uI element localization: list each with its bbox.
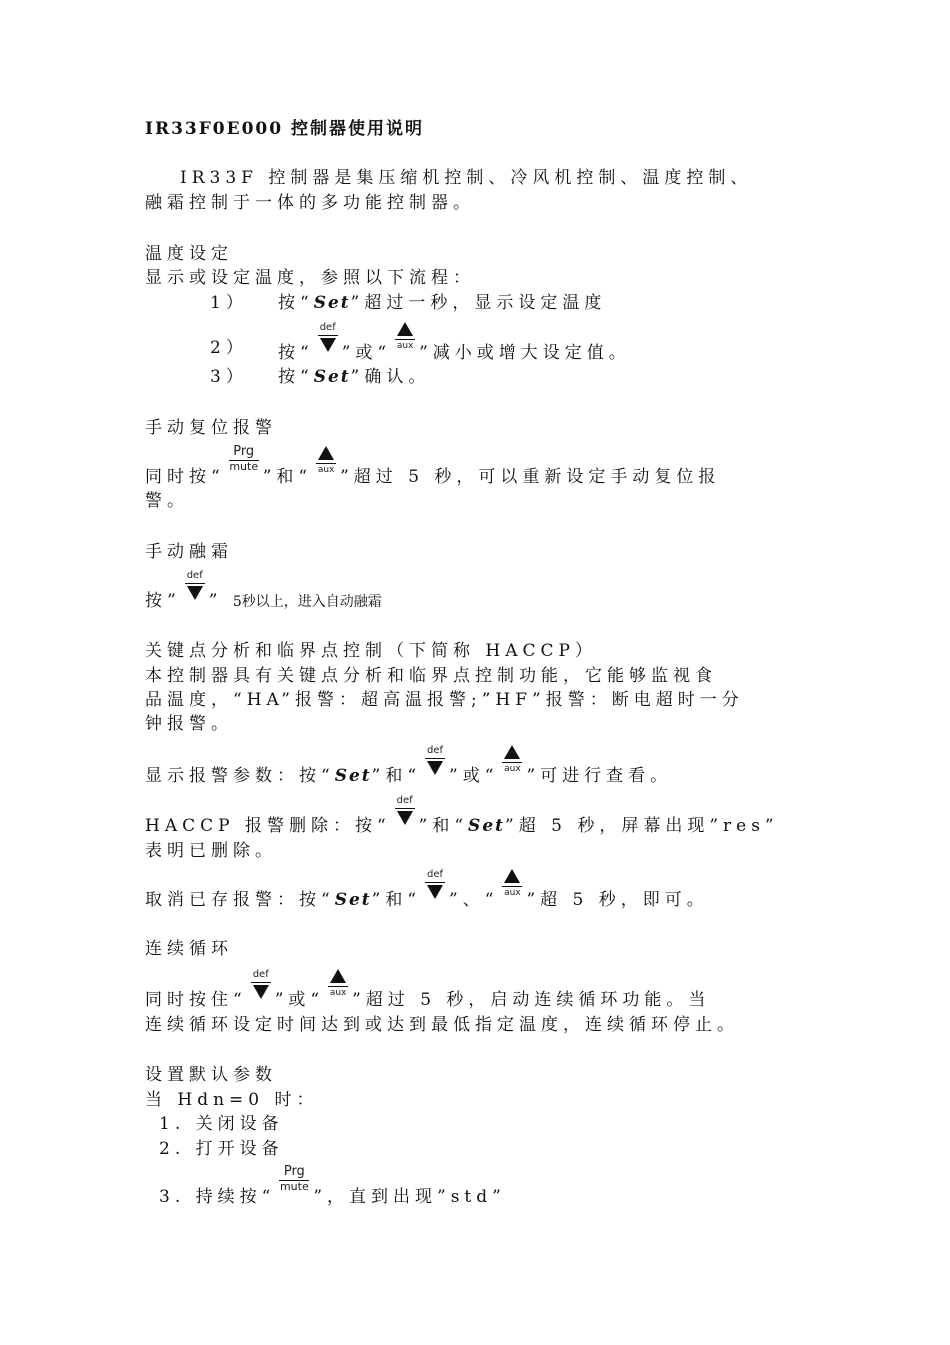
haccp-cancel-line: 取消已存报警：按“Set”和“ def ”、“ aux ”超 5 秒，即可。: [145, 869, 709, 910]
set-key-label: Set: [334, 890, 372, 910]
manual-reset-line-2: 警。: [145, 491, 189, 511]
cycle-line-2: 连续循环设定时间达到或达到最低指定温度，连续循环停止。: [145, 1015, 739, 1035]
defaults-step-2: 2. 打开设备: [159, 1139, 284, 1159]
temp-setting-desc: 显示或设定温度，参照以下流程：: [145, 268, 475, 288]
haccp-line-3: 钟报警。: [145, 714, 233, 734]
temp-step-1: 按“Set”超过一秒，显示设定温度: [278, 293, 607, 313]
def-down-icon: def: [315, 322, 341, 360]
set-key-label: Set: [468, 816, 505, 836]
def-down-icon: def: [422, 869, 448, 907]
intro-line-1: IR33F 控制器是集压缩机控制、冷风机控制、温度控制、: [180, 168, 753, 188]
prg-mute-icon: Prg mute: [229, 444, 259, 473]
aux-up-icon: aux: [313, 446, 339, 484]
aux-up-icon: aux: [499, 745, 525, 783]
haccp-line-2: 品温度，“HA”报警：超高温报警;”HF”报警：断电超时一分: [145, 690, 744, 710]
manual-reset-line-1: 同时按“ Prg mute ”和“ aux ”超过 5 秒，可以重新设定手动复位报: [145, 444, 721, 487]
temp-step-3: 按“Set”确认。: [278, 367, 431, 387]
manual-defrost-line: 按” def ” 5秒以上，进入自动融霜: [145, 570, 382, 611]
manual-defrost-heading: 手动融霜: [145, 542, 233, 562]
def-down-icon: def: [182, 570, 208, 608]
defaults-condition: 当 Hdn=0 时：: [145, 1090, 319, 1110]
set-key-label: Set: [313, 367, 351, 387]
def-down-icon: def: [392, 795, 418, 833]
def-down-icon: def: [248, 969, 274, 1007]
intro-line-2: 融霜控制于一体的多功能控制器。: [145, 193, 475, 213]
haccp-heading: 关键点分析和临界点控制（下简称 HACCP）: [145, 641, 597, 661]
defaults-step-3: 3. 持续按“ Prg mute ”，直到出现”std”: [159, 1164, 506, 1207]
aux-up-icon: aux: [325, 969, 351, 1007]
haccp-line-1: 本控制器具有关键点分析和临界点控制功能，它能够监视食: [145, 666, 717, 686]
def-down-icon: def: [422, 745, 448, 783]
set-key-label: Set: [313, 293, 351, 313]
haccp-delete-line: HACCP 报警删除：按“ def ”和“Set”超 5 秒，屏幕出现”res”: [145, 795, 779, 836]
set-key-label: Set: [334, 766, 372, 786]
manual-reset-heading: 手动复位报警: [145, 418, 277, 438]
cycle-line-1: 同时按住“ def ”或“ aux ”超过 5 秒，启动连续循环功能。当: [145, 969, 711, 1010]
aux-up-icon: aux: [499, 869, 525, 907]
prg-mute-icon: Prg mute: [279, 1164, 309, 1193]
haccp-show-line: 显示报警参数：按“Set”和“ def ”或“ aux ”可进行查看。: [145, 745, 673, 786]
haccp-delete-line-2: 表明已删除。: [145, 841, 277, 861]
aux-up-icon: aux: [392, 322, 418, 360]
doc-title: IR33F0E000 控制器使用说明: [145, 119, 424, 139]
defaults-step-1: 1. 关闭设备: [159, 1114, 284, 1134]
temp-step-2: 按“ def ”或“ aux ”减小或增大设定值。: [278, 322, 631, 363]
cycle-heading: 连续循环: [145, 939, 233, 959]
defaults-heading: 设置默认参数: [145, 1065, 277, 1085]
temp-setting-heading: 温度设定: [145, 244, 233, 264]
temp-step-2-num: 2）: [210, 338, 248, 358]
temp-step-1-num: 1）: [210, 293, 248, 313]
temp-step-3-num: 3）: [210, 367, 248, 387]
